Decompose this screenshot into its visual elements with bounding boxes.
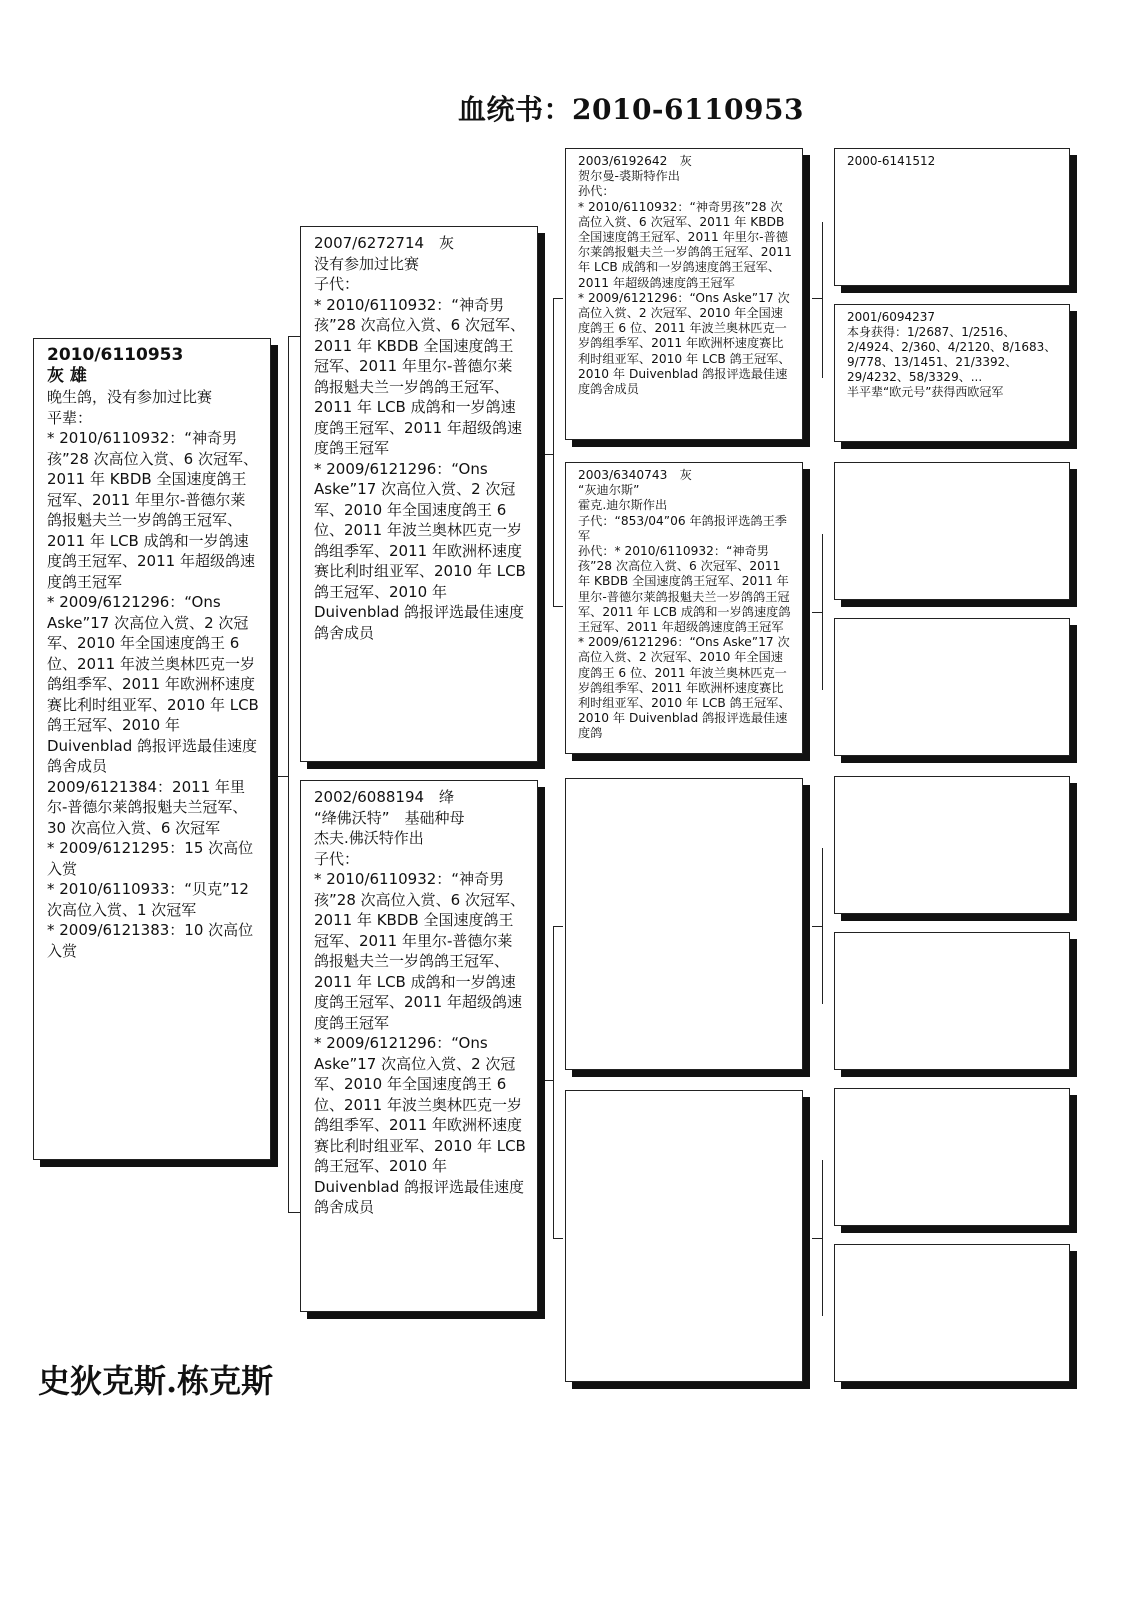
sire-sire-line: 贺尔曼-裘斯特作出 [578,169,680,184]
connector-g3-2-stub [812,612,822,613]
connector-sire-top [553,298,563,299]
sire-line: 子代： [314,275,360,293]
connector-sire [553,298,554,606]
connector-g3-4 [822,1160,823,1316]
connector-dam-stub [544,1080,553,1081]
sire-sire-line: 2003/6192642 灰 [578,154,692,168]
subject-line: * 2010/6110933：“贝克”12 次高位入赏、1 次冠军 [47,880,254,919]
sire-dam-line: * 2009/6121296：“Ons Aske”17 次高位入赏、2 次冠军、2010 年全国速度鸽王 6 位、2011 年波兰奥林匹克一岁鸽组季军、2011 年欧洲杯速度赛比利时组亚军、2010 年 LCB 鸽王冠军、2010 年 Duivenblad 鸽报评选最佳速度鸽 [578,635,791,741]
gen4-line: 半平辈“欧元号”获得西欧冠军 [847,385,1004,399]
connector-dam-top [553,926,563,927]
dam-line: * 2009/6121296：“Ons Aske”17 次高位入赏、2 次冠军、2010 年全国速度鸽王 6 位、2011 年波兰奥林匹克一岁鸽组季军、2011 年欧洲杯速度赛比利时组亚军、2010 年 LCB 鸽王冠军、2010 年 Duivenblad 鸽报评选最佳速度鸽舍成员 [314,1034,531,1216]
dam-line: * 2010/6110932：“神奇男孩”28 次高位入赏、6 次冠军、2011 年 KBDB 全国速度鸽王冠军、2011 年里尔-普德尔莱鸽报魁夫兰一岁鸽鸽王冠军、2011 年 LCB 成鸽和一岁鸽速度鸽王冠军、2011 年超级鸽速度鸽王冠军 [314,870,525,1032]
gen4-card-7 [834,1088,1070,1226]
connector-sire-bottom [553,606,563,607]
sire-sire-line: 孙代： [578,184,615,199]
subject-line: * 2009/6121295：15 次高位入赏 [47,839,254,878]
dam-line: 子代： [314,849,360,868]
gen4-card-4 [834,618,1070,756]
gen4-card-5 [834,776,1070,914]
gen4-card-8 [834,1244,1070,1382]
sire-sire-line: * 2010/6110932：“神奇男孩”28 次高位入赏、6 次冠军、2011 年 KBDB 全国速度鸽王冠军、2011 年里尔-普德尔莱鸽报魁夫兰一岁鸽鸽王冠军、2011 年 LCB 成鸽和一岁鸽速度鸽王冠军、2011 年超级鸽速度鸽王冠军 [578,199,796,290]
connector-sire-stub [544,454,553,455]
connector-subject-sire [288,336,300,337]
gen4-line: 2001/6094237 [847,310,936,324]
connector-g3-3-stub [812,926,822,927]
gen4-line: 本身获得：1/2687、1/2516、2/4924、2/360、4/2120、8/1683、9/778、13/1451、21/3392、29/4232、58/3329、... [847,325,1057,384]
dam-dam-card [565,1090,803,1382]
connector-g3-4-stub [812,1238,822,1239]
sire-line: 没有参加过比赛 [314,254,420,273]
gen4-card-6 [834,932,1070,1070]
sire-dam-line: 2003/6340743 灰 [578,468,692,482]
sire-dam-card [565,462,803,754]
gen4-card-1 [834,148,1070,286]
connector-g3-1-stub [812,298,822,299]
subject-line: 平辈： [47,408,93,427]
subject-line: 2009/6121384：2011 年里尔-普德尔莱鸽报魁夫兰冠军、30 次高位入赏、6 次冠军 [47,777,248,837]
subject-ring-number: 2010/6110953 [47,345,184,365]
gen4-card-3 [834,462,1070,600]
subject-line: 晚生鸽，没有参加过比赛 [47,388,213,406]
dam-card [300,780,538,1312]
connector-g3-1 [822,222,823,378]
subject-line: * 2010/6110932：“神奇男孩”28 次高位入赏、6 次冠军、2011 年 KBDB 全国速度鸽王冠军、2011 年里尔-普德尔莱鸽报魁夫兰一岁鸽鸽王冠军、2011 年 LCB 成鸽和一岁鸽速度鸽王冠军、2011 年超级鸽速度鸽王冠军 [47,429,258,591]
sire-dam-line: 孙代：* 2010/6110932：“神奇男孩”28 次高位入赏、6 次冠军、2011 年 KBDB 全国速度鸽王冠军、2011 年里尔-普德尔莱鸽报魁夫兰一岁鸽鸽王冠军、2011 年 LCB 成鸽和一岁鸽速度鸽王冠军、2011 年超级鸽速度鸽王冠军 [578,544,791,635]
dam-line: “绛佛沃特” 基础种母 [314,808,465,827]
sire-dam-line: 子代：“853/04”06 年鸽报评选鸽王季军 [578,513,787,543]
dam-line: 2002/6088194 绛 [314,788,455,806]
connector-g3-2 [822,534,823,690]
subject-color-sex: 灰 雄 [47,366,87,386]
sire-line: 2007/6272714 灰 [314,234,455,252]
connector-subject-dam [288,1212,300,1213]
document-title: 血统书：2010-6110953 [458,93,804,126]
sire-sire-card [565,148,803,440]
gen4-line: 2000-6141512 [847,154,936,168]
gen4-card-2 [834,304,1070,442]
dam-sire-card [565,778,803,1070]
sire-dam-line: “灰迪尔斯” [578,483,640,498]
sire-sire-line: * 2009/6121296：“Ons Aske”17 次高位入赏、2 次冠军、2010 年全国速度鸽王 6 位、2011 年波兰奥林匹克一岁鸽组季军、2011 年欧洲杯速度赛比利时组亚军、2010 年 LCB 鸽王冠军、2010 年 Duivenblad 鸽报评选最佳速度鸽舍成员 [578,290,791,397]
connector-g3-3 [822,848,823,1004]
connector-subject [288,336,289,1212]
connector-subject-stub [278,776,288,777]
subject-line: * 2009/6121296：“Ons Aske”17 次高位入赏、2 次冠军、2010 年全国速度鸽王 6 位、2011 年波兰奥林匹克一岁鸽组季军、2011 年欧洲杯速度赛比利时组亚军、2010 年 LCB 鸽王冠军、2010 年 Duivenblad 鸽报评选最佳速度鸽舍成员 [47,593,264,775]
sire-line: * 2009/6121296：“Ons Aske”17 次高位入赏、2 次冠军、2010 年全国速度鸽王 6 位、2011 年波兰奥林匹克一岁鸽组季军、2011 年欧洲杯速度赛比利时组亚军、2010 年 LCB 鸽王冠军、2010 年 Duivenblad 鸽报评选最佳速度鸽舍成员 [314,459,531,642]
subject-card [33,338,271,1160]
subject-line: * 2009/6121383：10 次高位入赏 [47,921,254,960]
sire-dam-line: 霍克.迪尔斯作出 [578,498,668,513]
sire-line: * 2010/6110932：“神奇男孩”28 次高位入赏、6 次冠军、2011 年 KBDB 全国速度鸽王冠军、2011 年里尔-普德尔莱鸽报魁夫兰一岁鸽鸽王冠军、2011 年 LCB 成鸽和一岁鸽速度鸽王冠军、2011 年超级鸽速度鸽王冠军 [314,295,525,457]
connector-dam [553,926,554,1238]
breeder-name: 史狄克斯.栋克斯 [38,1362,274,1400]
connector-dam-bottom [553,1238,563,1239]
sire-card [300,226,538,762]
dam-line: 杰夫.佛沃特作出 [314,829,424,847]
